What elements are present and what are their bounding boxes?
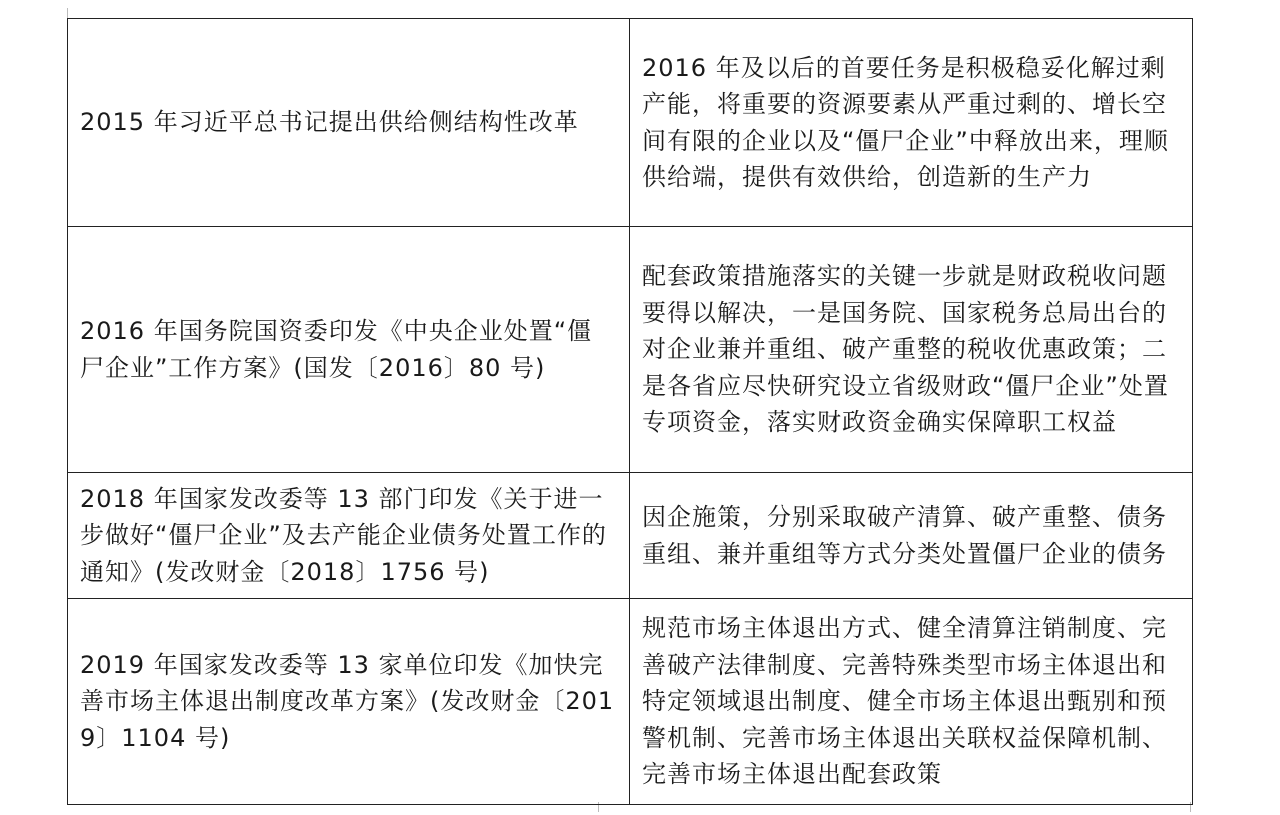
table-row — [68, 599, 1193, 805]
page-corner-mark — [67, 8, 68, 18]
policy-cell: 2018 年国家发改委等 13 部门印发《关于进一步做好“僵尸企业”及去产能企业债务处置工作的通知》(发改财金〔2018〕1756 号) — [68, 473, 630, 599]
measure-cell: 配套政策措施落实的关键一步就是财政税收问题要得以解决，一是国务院、国家税务总局出台的对企业兼并重组、破产重整的税收优惠政策；二是各省应尽快研究设立省级财政“僵尸企业”处置专项资金，落实财政资金确实保障职工权益 — [630, 227, 1193, 473]
policy-cell: 2019 年国家发改委等 13 家单位印发《加快完善市场主体退出制度改革方案》(发改财金〔2019〕1104 号) — [68, 599, 630, 805]
measure-cell: 规范市场主体退出方式、健全清算注销制度、完善破产法律制度、完善特殊类型市场主体退出和特定领域退出制度、健全市场主体退出甄别和预警机制、完善市场主体退出关联权益保障机制、完善市场主体退出配套政策 — [630, 599, 1193, 805]
policy-table — [67, 18, 1193, 805]
policy-cell: 2016 年国务院国资委印发《中央企业处置“僵尸企业”工作方案》(国发〔2016〕80 号) — [68, 227, 630, 473]
measure-cell: 因企施策，分别采取破产清算、破产重整、债务重组、兼并重组等方式分类处置僵尸企业的债务 — [630, 473, 1193, 599]
table-row — [68, 227, 1193, 473]
policy-cell: 2015 年习近平总书记提出供给侧结构性改革 — [68, 19, 630, 227]
table-row — [68, 19, 1193, 227]
measure-cell: 2016 年及以后的首要任务是积极稳妥化解过剩产能，将重要的资源要素从严重过剩的、增长空间有限的企业以及“僵尸企业”中释放出来，理顺供给端，提供有效供给，创造新的生产力 — [630, 19, 1193, 227]
table-row — [68, 473, 1193, 599]
